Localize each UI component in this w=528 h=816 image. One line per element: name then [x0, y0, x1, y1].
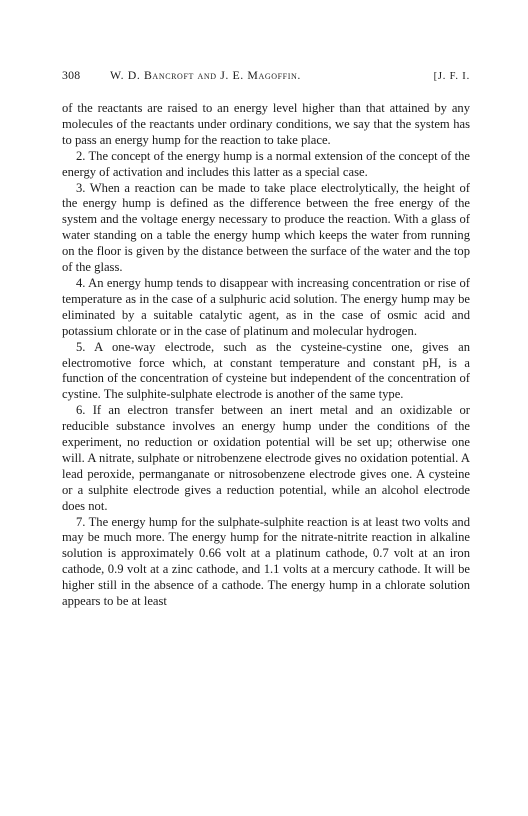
paragraph-continued: of the reactants are raised to an energy level higher than that attained by any molecules of the reactants under ordinary conditions, we say that the system has to pass an energy hump for the reaction to take place. — [62, 101, 470, 147]
document-page — [62, 68, 470, 610]
page-number: 308 — [62, 68, 81, 82]
paragraph-3: 3. When a reaction can be made to take place electrolytically, the height of the energy hump is defined as the difference between the free energy of the system and the voltage energy necessary to produce the reaction. With a glass of water standing on a table the energy hump which keeps the water from running on the floor is given by the distance between the surface of the water and the top of the glass. — [62, 180, 470, 275]
running-head-journal: [J. F. I. — [433, 71, 470, 82]
paragraph-2: 2. The concept of the energy hump is a normal extension of the concept of the energy of activation and includes this latter as a special case. — [62, 148, 470, 179]
paragraph-7: 7. The energy hump for the sulphate-sulphite reaction is at least two volts and may be much more. The energy hump for the nitrate-nitrite reaction in alkaline solution is approximately 0.66 volt at a platinum cathode, 0.7 volt at an iron cathode, 0.9 volt at a zinc cathode, and 1.1 volts at a mercury cathode. It will be higher still in the absence of a cathode. The energy hump in a chlorate solution appears to be at least — [62, 514, 470, 609]
running-head-authors: W. D. Bancroft and J. E. Magoffin. — [110, 68, 301, 82]
paragraph-6: 6. If an electron transfer between an inert metal and an oxidizable or reducible substance involves an energy hump under the conditions of the experiment, no reduction or oxidation potential will be set up; otherwise one will. A nitrate, sulphate or nitrobenzene electrode gives no oxidation potential. A lead peroxide, permanganate or nitrosobenzene electrode gives one. A cysteine or a sulphite electrode gives a reduction potential, while an alcohol electrode does not. — [62, 403, 470, 513]
running-head — [62, 68, 470, 86]
paragraph-5: 5. A one-way electrode, such as the cysteine-cystine one, gives an electromotive force which, at constant temperature and constant pH, is a function of the concentration of cysteine but independent of the concentration of cystine. The sulphite-sulphate electrode is another of the same type. — [62, 339, 470, 402]
body-text — [62, 101, 470, 610]
paragraph-4: 4. An energy hump tends to disappear with increasing concentration or rise of temperature as in the case of a sulphuric acid solution. The energy hump may be eliminated by a suitable catalytic agent, as in the case of osmic acid and potassium chlorate or in the case of platinum and molecular hydrogen. — [62, 275, 470, 338]
